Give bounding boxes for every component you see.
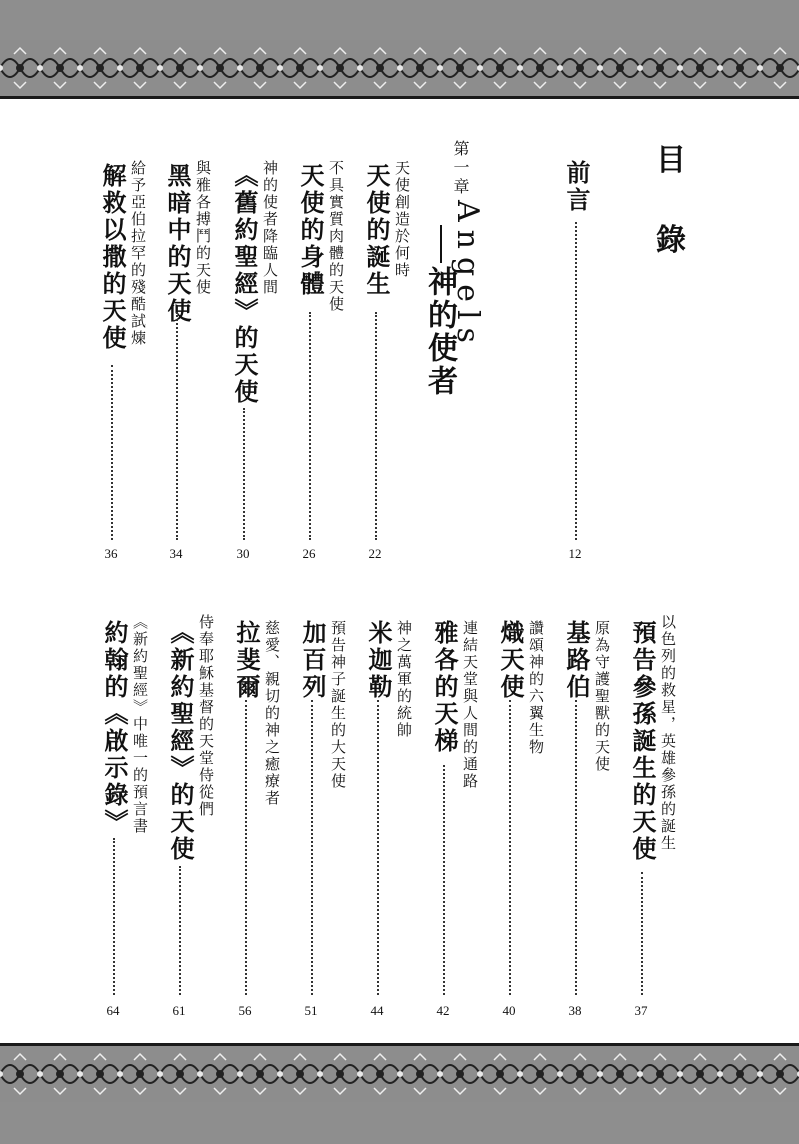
leader-dots xyxy=(641,872,643,995)
bottom-margin xyxy=(0,1102,799,1144)
entry-subtitle: 原為守護聖獸的天使 xyxy=(593,620,611,773)
leader-dots xyxy=(111,365,113,540)
entry-title[interactable]: 天使的身體 xyxy=(296,163,325,298)
leader-dots xyxy=(509,700,511,995)
page-number: 51 xyxy=(304,1003,318,1018)
chapter-chinese-title: 神的使者 xyxy=(422,266,457,398)
page-number: 37 xyxy=(634,1003,648,1018)
entry-title[interactable]: 黑暗中的天使 xyxy=(163,163,192,325)
leader-dots xyxy=(176,312,178,540)
entry-title[interactable]: 預告參孫誕生的天使 xyxy=(628,620,657,863)
entry-subtitle: 侍奉耶穌基督的天堂侍從們 xyxy=(197,614,215,818)
chapter-english-title: Angels xyxy=(450,200,485,351)
page-number: 40 xyxy=(502,1003,516,1018)
entry-title[interactable]: 雅各的天梯 xyxy=(430,620,459,755)
leader-dots xyxy=(575,700,577,995)
page-number: 26 xyxy=(302,546,316,561)
page-number: 61 xyxy=(172,1003,186,1018)
page-number: 44 xyxy=(370,1003,384,1018)
entry-title[interactable]: 《新約聖經》的天使 xyxy=(166,620,195,863)
entry-subtitle: 天使創造於何時 xyxy=(393,160,411,279)
page-number: 64 xyxy=(106,1003,120,1018)
bottom-ornament-band xyxy=(0,1046,799,1102)
leader-dots xyxy=(243,408,245,540)
chapter-dash xyxy=(440,225,442,263)
page-number: 22 xyxy=(368,546,382,561)
page-number: 42 xyxy=(436,1003,450,1018)
top-ornament-band xyxy=(0,40,799,96)
entry-title[interactable]: 天使的誕生 xyxy=(362,163,391,298)
entry-title[interactable]: 熾天使 xyxy=(496,620,525,701)
ornament-pattern-icon xyxy=(0,1052,799,1096)
entry-subtitle: 讚頌神的六翼生物 xyxy=(527,620,545,756)
entry-subtitle: 預告神子誕生的大天使 xyxy=(329,620,347,790)
page-number: 12 xyxy=(568,546,582,561)
top-rule xyxy=(0,96,799,99)
entry-subtitle: 連結天堂與人間的通路 xyxy=(461,620,479,790)
entry-title[interactable]: 拉斐爾 xyxy=(232,620,261,701)
entry-subtitle: 慈愛、親切的神之癒療者 xyxy=(263,620,281,807)
entry-subtitle: 給予亞伯拉罕的殘酷試煉 xyxy=(129,160,147,347)
entry-title[interactable]: 《舊約聖經》的天使 xyxy=(230,163,259,406)
page-number: 36 xyxy=(104,546,118,561)
ornament-pattern-icon xyxy=(0,46,799,90)
leader-dots xyxy=(113,838,115,995)
entry-subtitle: 神的使者降臨人間 xyxy=(261,160,279,296)
page-number: 30 xyxy=(236,546,250,561)
entry-title[interactable]: 米迦勒 xyxy=(364,620,393,701)
leader-dots xyxy=(575,222,577,540)
top-margin xyxy=(0,0,799,40)
leader-dots xyxy=(309,312,311,540)
entry-subtitle: 以色列的救星，英雄參孫的誕生 xyxy=(659,614,677,852)
entry-title[interactable]: 約翰的《啟示錄》 xyxy=(100,620,129,836)
entry-subtitle: 不具實質肉體的天使 xyxy=(327,160,345,313)
leader-dots xyxy=(245,700,247,995)
leader-dots xyxy=(311,700,313,995)
page-number: 38 xyxy=(568,1003,582,1018)
page-number: 34 xyxy=(169,546,183,561)
entry-title[interactable]: 基路伯 xyxy=(562,620,591,701)
entry-title[interactable]: 解救以撒的天使 xyxy=(98,163,127,352)
entry-subtitle: 與雅各搏鬥的天使 xyxy=(194,160,212,296)
entry-subtitle: 《新約聖經》中唯一的預言書 xyxy=(131,614,149,835)
page-number: 56 xyxy=(238,1003,252,1018)
leader-dots xyxy=(443,765,445,995)
leader-dots xyxy=(375,312,377,540)
leader-dots xyxy=(377,700,379,995)
leader-dots xyxy=(179,866,181,995)
entry-title[interactable]: 前言 xyxy=(562,160,591,214)
chapter-number: 第一章 xyxy=(451,140,470,197)
entry-subtitle: 神之萬軍的統帥 xyxy=(395,620,413,739)
entry-title[interactable]: 加百列 xyxy=(298,620,327,701)
